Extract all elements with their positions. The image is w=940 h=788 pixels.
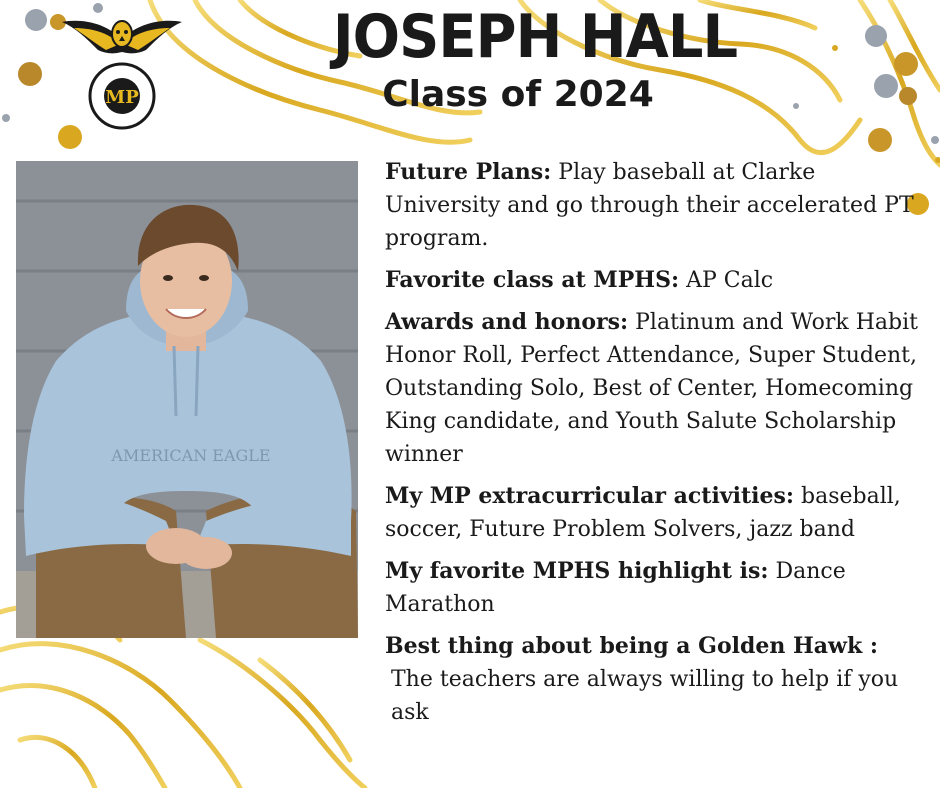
highlight-value: Dance Marathon: [385, 559, 846, 617]
activities-label: My MP extracurricular activities:: [385, 483, 794, 509]
awards-label: Awards and honors:: [385, 309, 629, 335]
highlight: [385, 555, 937, 621]
best-thing-label: Best thing about being a Golden Hawk :: [385, 633, 879, 659]
favorite-class-value: AP Calc: [686, 268, 774, 293]
future-plans-label: Future Plans:: [385, 159, 552, 185]
favorite-class-label: Favorite class at MPHS:: [385, 267, 680, 293]
profile-info: [385, 156, 937, 738]
awards-value: Platinum and Work Habit Honor Roll, Perfect Attendance, Super Student, Outstanding Solo, Best of Center, Homecoming King candidate, and Youth Salute Scholarship winner: [385, 310, 918, 467]
student-photo: [16, 161, 358, 638]
seal-monogram: MP: [105, 87, 139, 108]
future-plans-value: Play baseball at Clarke University and go through their accelerated PT program.: [385, 160, 914, 251]
highlight-label: My favorite MPHS highlight is:: [385, 558, 769, 584]
favorite-class: [385, 264, 937, 297]
shirt-text: AMERICAN EAGLE: [111, 446, 271, 465]
student-name: JOSEPH HALL: [332, 2, 738, 72]
activities-value: baseball, soccer, Future Problem Solvers, jazz band: [385, 484, 901, 542]
activities: [385, 480, 937, 546]
future-plans: [385, 156, 937, 255]
best-thing: [385, 630, 937, 729]
class-year: Class of 2024: [382, 74, 654, 115]
best-thing-value: The teachers are always willing to help if you ask: [391, 667, 899, 725]
golden-hawk-logo-icon: [58, 10, 186, 130]
awards: [385, 306, 937, 471]
